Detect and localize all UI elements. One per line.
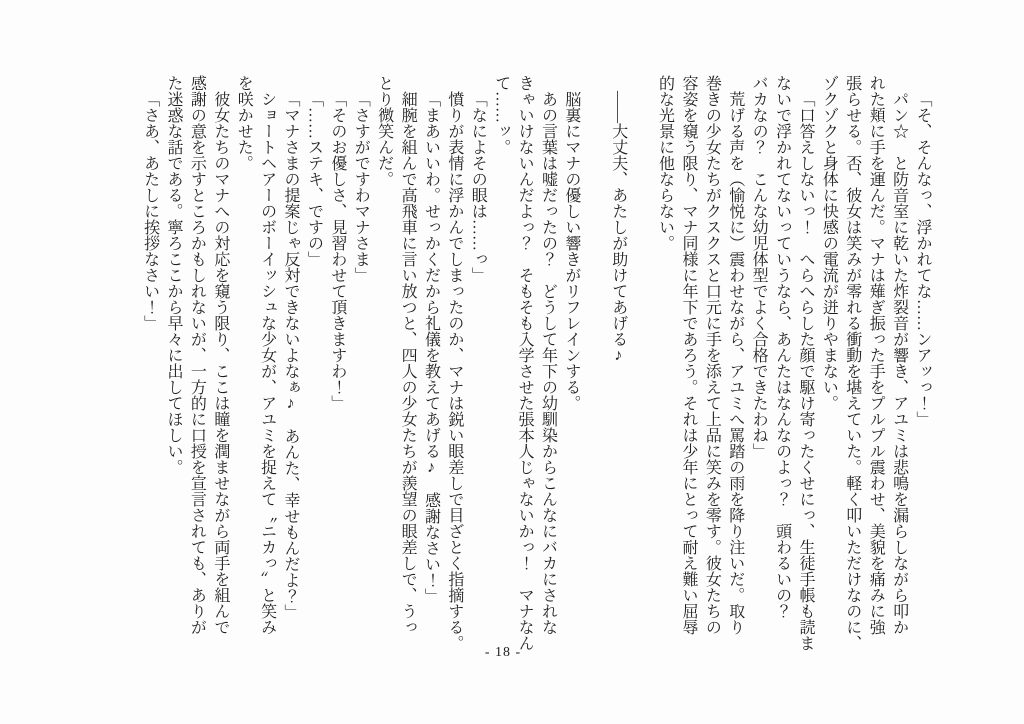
- text-line: 「そ、そんなっ、浮かれてな……ンアッっ！」: [914, 91, 931, 427]
- text-line: た迷惑な話である。寧ろここから早々に出してほしい。: [165, 75, 182, 475]
- text-line: とり微笑んだ。: [375, 75, 393, 187]
- text-line: バカなの？ こんな幼児体型でよく合格できたわね」: [750, 75, 768, 459]
- text-line: ゾクゾクと身体に快感の電流が迸りやまない。: [820, 75, 838, 411]
- text-line: を咲かせた。: [235, 75, 253, 171]
- text-line: 彼女たちのマナへの対応を窺う限り、ここは瞳を潤ませながら両手を組んで: [211, 91, 229, 635]
- text-line: 容姿を窺う限り、マナ同様に年下であろう。それは少年にとって耐え難い屈辱: [679, 75, 697, 635]
- text-line: 荒げる声を（愉悦に）震わせながら、アユミへ罵踏の雨を降り注いだ。取り: [726, 91, 744, 635]
- text-line: 「口答えしないっ！ へらへらした顔で駆け寄ったくせにっ、生徒手帳も読ま: [796, 91, 814, 651]
- blank-line: [630, 75, 653, 643]
- text-line: あの言葉は嘘だったの？ どうして年下の幼馴染からこんなにバカにされな: [539, 91, 557, 635]
- text-line: きゃいけないんだよっ？ そもそも入学させた張本人じゃないかっ！ マナなん: [516, 75, 534, 651]
- text-line: 「マナさまの提案じゃ反対できないよなぁ♪ あんた、幸せもんだよ？」: [282, 91, 300, 620]
- page-number: - 18 -: [484, 645, 522, 660]
- text-line: 的な光景に他ならない。: [656, 75, 674, 251]
- text-line: 巻きの少女たちがクスクスと口元に手を添えて上品に笑みを零す。彼女たちの: [703, 75, 721, 635]
- text-line: 感謝の意を示すところかもしれないが、一方的に口授を宣言されても、ありが: [188, 75, 206, 635]
- text-line: 細腕を組んで高飛車に言い放つと、四人の少女たちが羨望の眼差しで、うっ: [399, 91, 417, 635]
- text-line: ――大丈夫、あたしが助けてあげる♪: [609, 91, 627, 364]
- text-line: 「なによその眼は……っ」: [469, 91, 487, 283]
- text-line: 張らせる。否、彼女は笑みが零れる衝動を堪えていた。軽く叩いただけなのに、: [843, 75, 861, 651]
- text-line: 「さすがですわマナさま」: [352, 91, 370, 283]
- text-line: 「……ステキ、ですの」: [305, 91, 323, 267]
- text-line: ないで浮かれてないっていうなら、あんたはなんなのよっ？ 頭わるいの？: [773, 75, 791, 619]
- text-line: て……ッ。: [492, 75, 510, 155]
- text-line: 「さあ、あたしに挨拶なさい！」: [141, 91, 159, 331]
- text-line: パン☆ と防音室に乾いた炸裂音が響き、アユミは悲鳴を漏らしながら叩か: [890, 91, 908, 635]
- text-line: 「まあいいわ。せっかくだから礼儀を教えてあげる♪ 感謝なさい！」: [422, 91, 440, 604]
- text-line: れた頬に手を運んだ。マナは薙ぎ振った手をプルプル震わせ、美貌を痛みに強: [867, 75, 885, 635]
- text-line: 脳裏にマナの優しい響きがリフレインする。: [562, 91, 580, 411]
- blank-line: [583, 75, 606, 643]
- text-line: 「そのお優しさ、見習わせて頂きますわ！」: [328, 91, 346, 411]
- text-block: [138, 75, 934, 651]
- text-line: 憤りが表情に浮かんでしまったのか、マナは鋭い眼差しで目ざとく指摘する。: [445, 91, 463, 651]
- text-line: ショートヘアーのボーイッシュな少女が、アユミを捉えて〝ニカっ〟と笑み: [258, 91, 276, 635]
